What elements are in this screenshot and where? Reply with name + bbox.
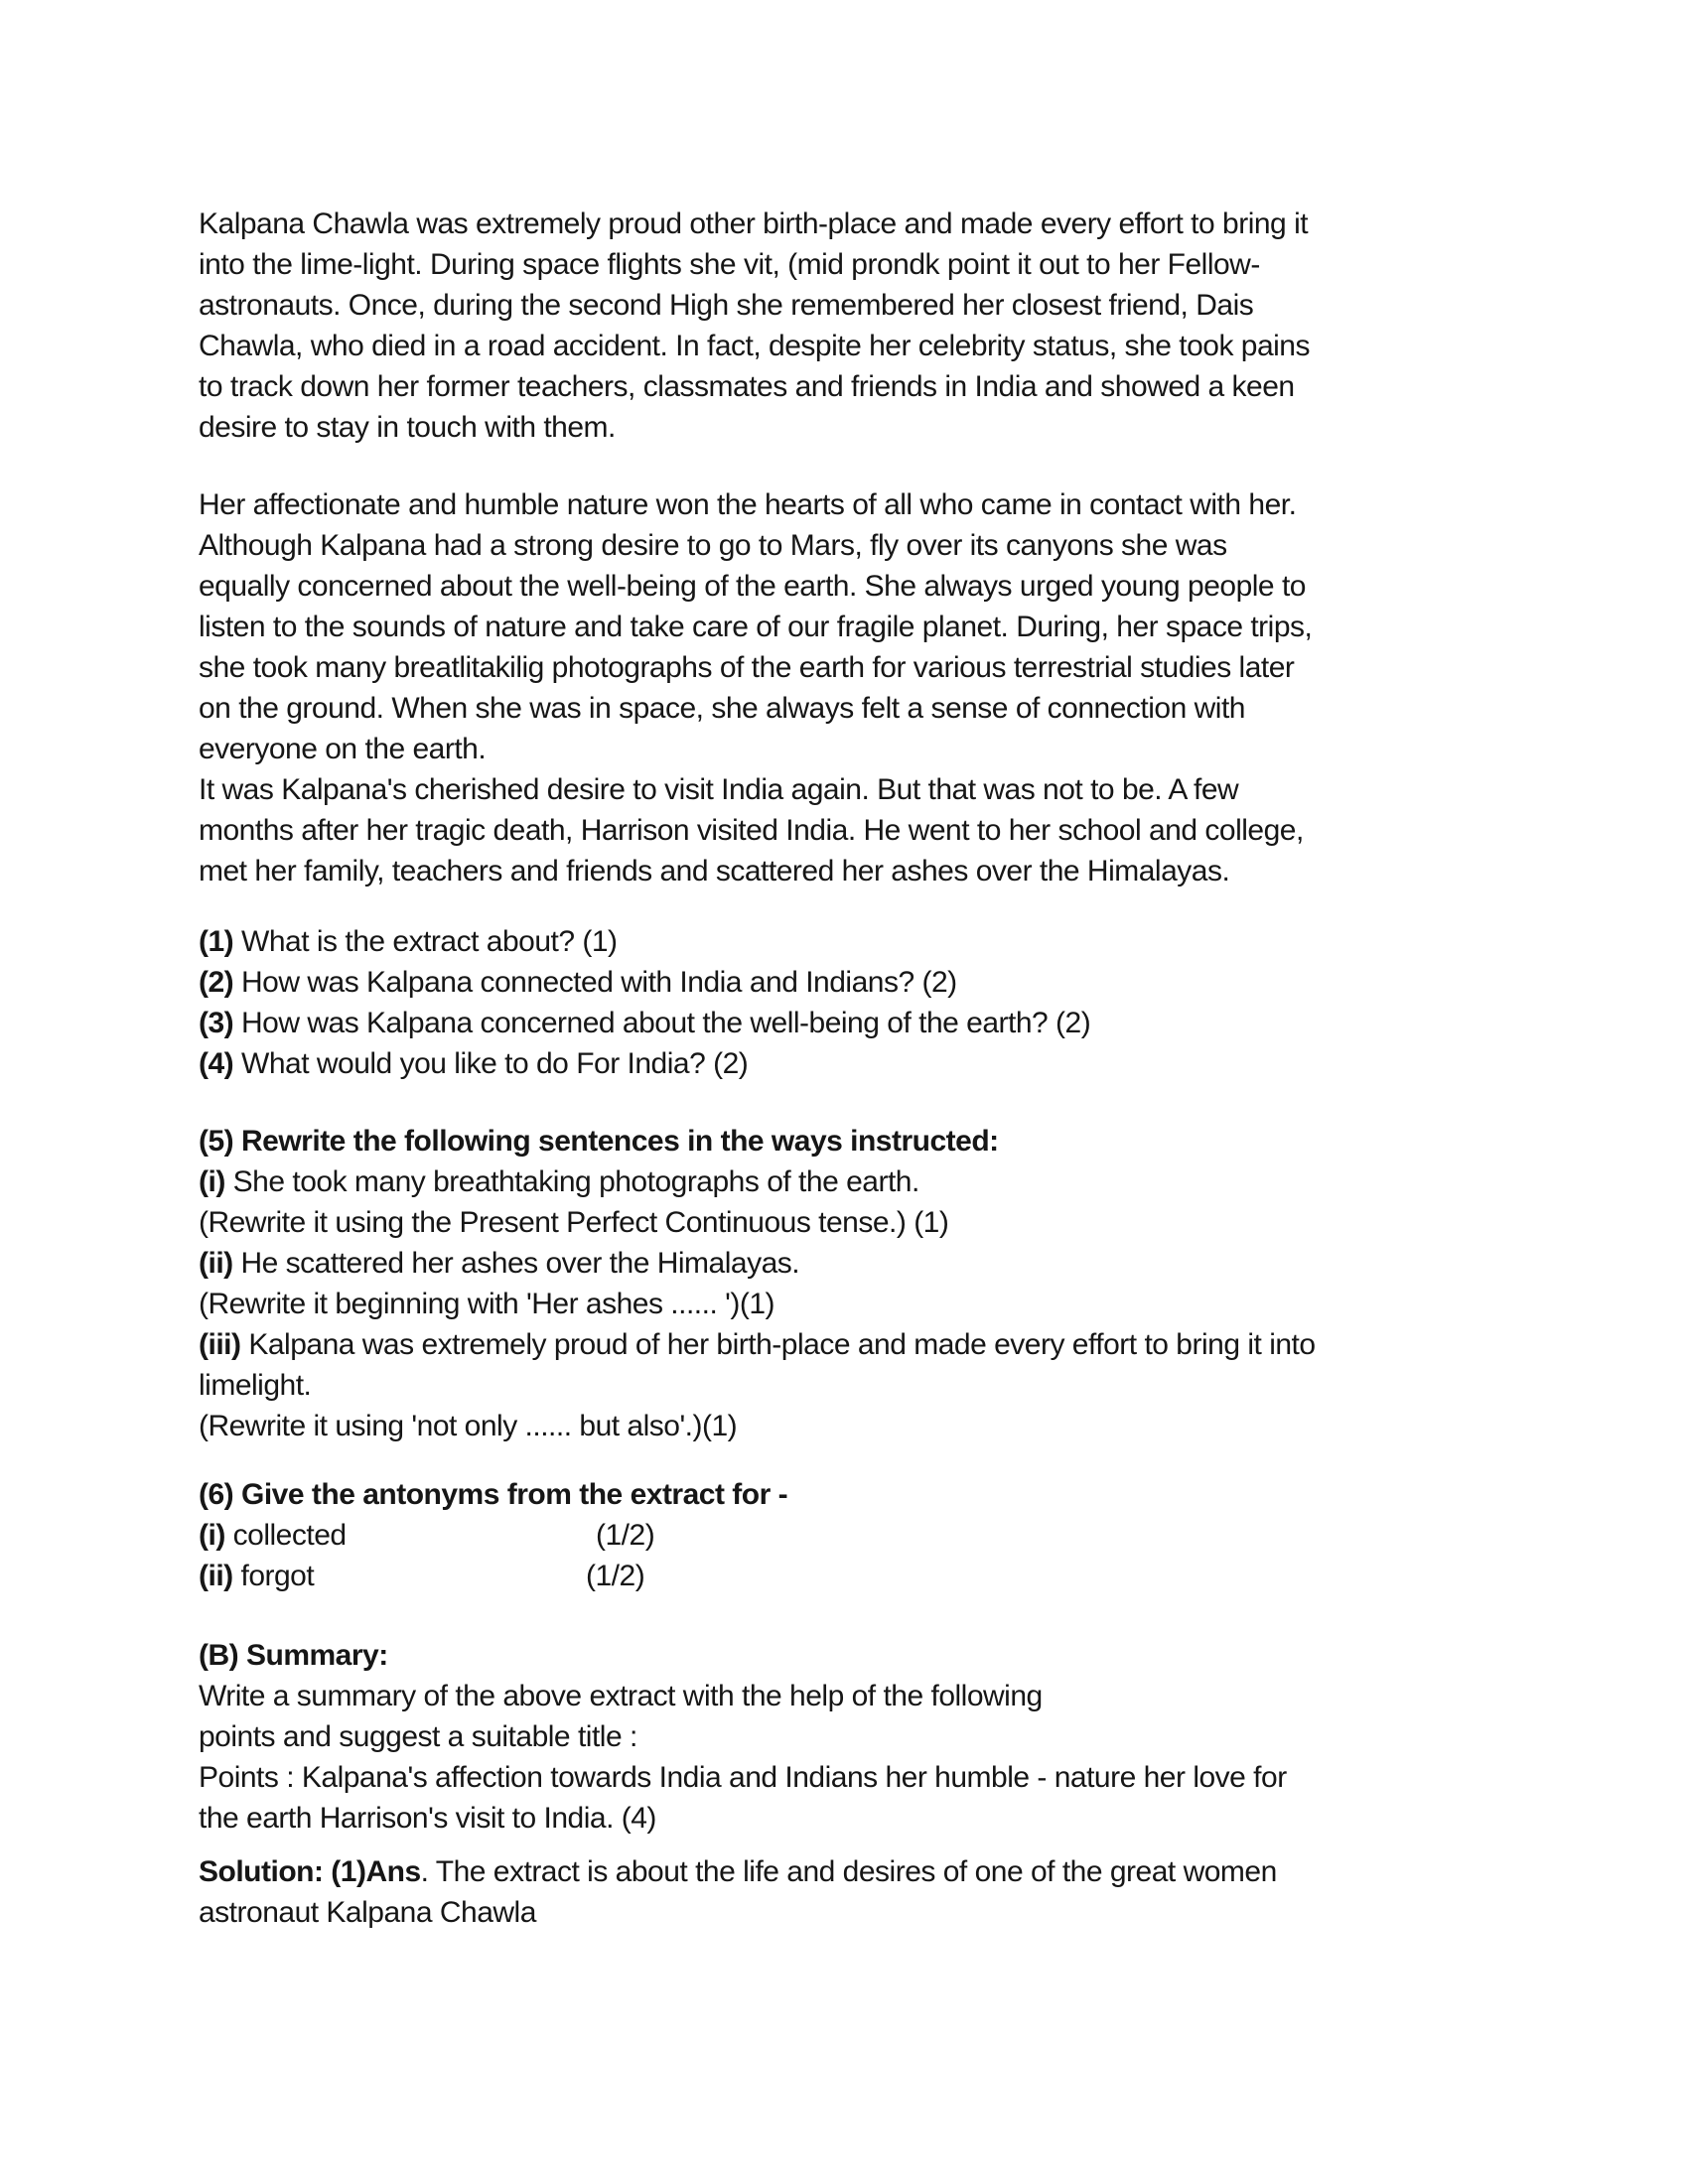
question-text: How was Kalpana concerned about the well-being of the earth? (2)	[233, 1007, 1091, 1039]
text-line: points and suggest a suitable title :	[199, 1720, 637, 1753]
solution-section	[199, 1851, 1529, 1933]
question-number: (1)	[199, 925, 234, 958]
passage-paragraph-3	[199, 769, 1529, 891]
question-6-heading: (6) Give the antonyms from the extract for -	[199, 1478, 788, 1511]
text-line: the earth Harrison's visit to India. (4)	[199, 1802, 656, 1835]
antonym-item-i	[199, 1515, 1529, 1556]
text-line: Points : Kalpana's affection towards India and Indians her humble - nature her love for	[199, 1761, 1287, 1794]
question-text: What is the extract about? (1)	[233, 925, 618, 958]
sub-question-number: (i)	[199, 1165, 225, 1198]
passage-paragraph-2	[199, 484, 1529, 769]
sub-question-i	[199, 1161, 1529, 1202]
rewrite-instruction: (Rewrite it using 'not only ...... but also'.)(1)	[199, 1410, 738, 1442]
solution-label: Solution: (1)Ans	[199, 1855, 421, 1888]
antonym-word: collected	[224, 1519, 347, 1552]
question-item-2	[199, 962, 1529, 1003]
text-line: Her affectionate and humble nature won the hearts of all who came in contact with her.	[199, 488, 1297, 521]
question-text: What would you like to do For India? (2)	[233, 1047, 749, 1080]
rewrite-instruction: (Rewrite it beginning with 'Her ashes ...... ')(1)	[199, 1288, 775, 1320]
text-line: astronauts. Once, during the second High she remembered her closest friend, Dais	[199, 289, 1254, 322]
question-text: How was Kalpana connected with India and Indians? (2)	[233, 966, 957, 999]
text-line: Kalpana Chawla was extremely proud other birth-place and made every effort to bring it	[199, 207, 1309, 240]
sub-question-number: (i)	[199, 1519, 225, 1552]
passage-paragraph-1	[199, 204, 1529, 448]
question-item-4	[199, 1043, 1529, 1084]
question-item-3	[199, 1003, 1529, 1043]
text-line: she took many breatlitakilig photographs of the earth for various terrestrial studies later	[199, 651, 1295, 684]
sub-question-ii	[199, 1243, 1529, 1284]
text-line: into the lime-light. During space flights she vit, (mid prondk point it out to her Fellow-	[199, 248, 1260, 281]
sub-question-iii-continued: limelight.	[199, 1369, 312, 1402]
text-line: Although Kalpana had a strong desire to go to Mars, fly over its canyons she was	[199, 529, 1227, 562]
solution-line-1	[199, 1851, 1529, 1892]
text-line: to track down her former teachers, classmates and friends in India and showed a keen	[199, 370, 1295, 403]
question-6-section	[199, 1474, 1529, 1596]
rewrite-instruction: (Rewrite it using the Present Perfect Continuous tense.) (1)	[199, 1206, 949, 1239]
question-number: (2)	[199, 966, 234, 999]
text-line: Chawla, who died in a road accident. In fact, despite her celebrity status, she took pains	[199, 330, 1310, 362]
text-line: months after her tragic death, Harrison visited India. He went to her school and college,	[199, 814, 1304, 847]
text-line: listen to the sounds of nature and take care of our fragile planet. During, her space trips,	[199, 611, 1313, 643]
question-number: (3)	[199, 1007, 234, 1039]
summary-heading: (B) Summary:	[199, 1639, 388, 1672]
question-5-heading: (5) Rewrite the following sentences in the ways instructed:	[199, 1125, 999, 1158]
sub-question-text: Kalpana was extremely proud of her birth-place and made every effort to bring it into	[240, 1328, 1316, 1361]
sub-question-text: He scattered her ashes over the Himalayas.	[232, 1247, 800, 1280]
text-line: everyone on the earth.	[199, 733, 487, 765]
sub-question-number: (ii)	[199, 1560, 233, 1592]
solution-text: . The extract is about the life and desires of one of the great women	[420, 1855, 1277, 1888]
summary-section	[199, 1635, 1529, 1839]
sub-question-number: (iii)	[199, 1328, 241, 1361]
document-body	[199, 204, 1529, 1933]
text-line: desire to stay in touch with them.	[199, 411, 616, 444]
question-number: (4)	[199, 1047, 234, 1080]
text-line: on the ground. When she was in space, she always felt a sense of connection with	[199, 692, 1245, 725]
antonym-word: forgot	[232, 1560, 315, 1592]
sub-question-text: She took many breathtaking photographs of the earth.	[224, 1165, 919, 1198]
text-line: It was Kalpana's cherished desire to visit India again. But that was not to be. A few	[199, 773, 1239, 806]
marks-label: (1/2)	[586, 1560, 645, 1592]
text-line: Write a summary of the above extract with the help of the following	[199, 1680, 1043, 1712]
question-item-1	[199, 921, 1529, 962]
question-list	[199, 921, 1529, 1084]
question-5-section	[199, 1121, 1529, 1446]
sub-question-number: (ii)	[199, 1247, 233, 1280]
marks-label: (1/2)	[596, 1519, 655, 1552]
text-line: met her family, teachers and friends and scattered her ashes over the Himalayas.	[199, 855, 1230, 887]
sub-question-iii	[199, 1324, 1529, 1365]
solution-line-2: astronaut Kalpana Chawla	[199, 1896, 536, 1929]
antonym-item-ii	[199, 1556, 1529, 1596]
text-line: equally concerned about the well-being of the earth. She always urged young people to	[199, 570, 1306, 603]
